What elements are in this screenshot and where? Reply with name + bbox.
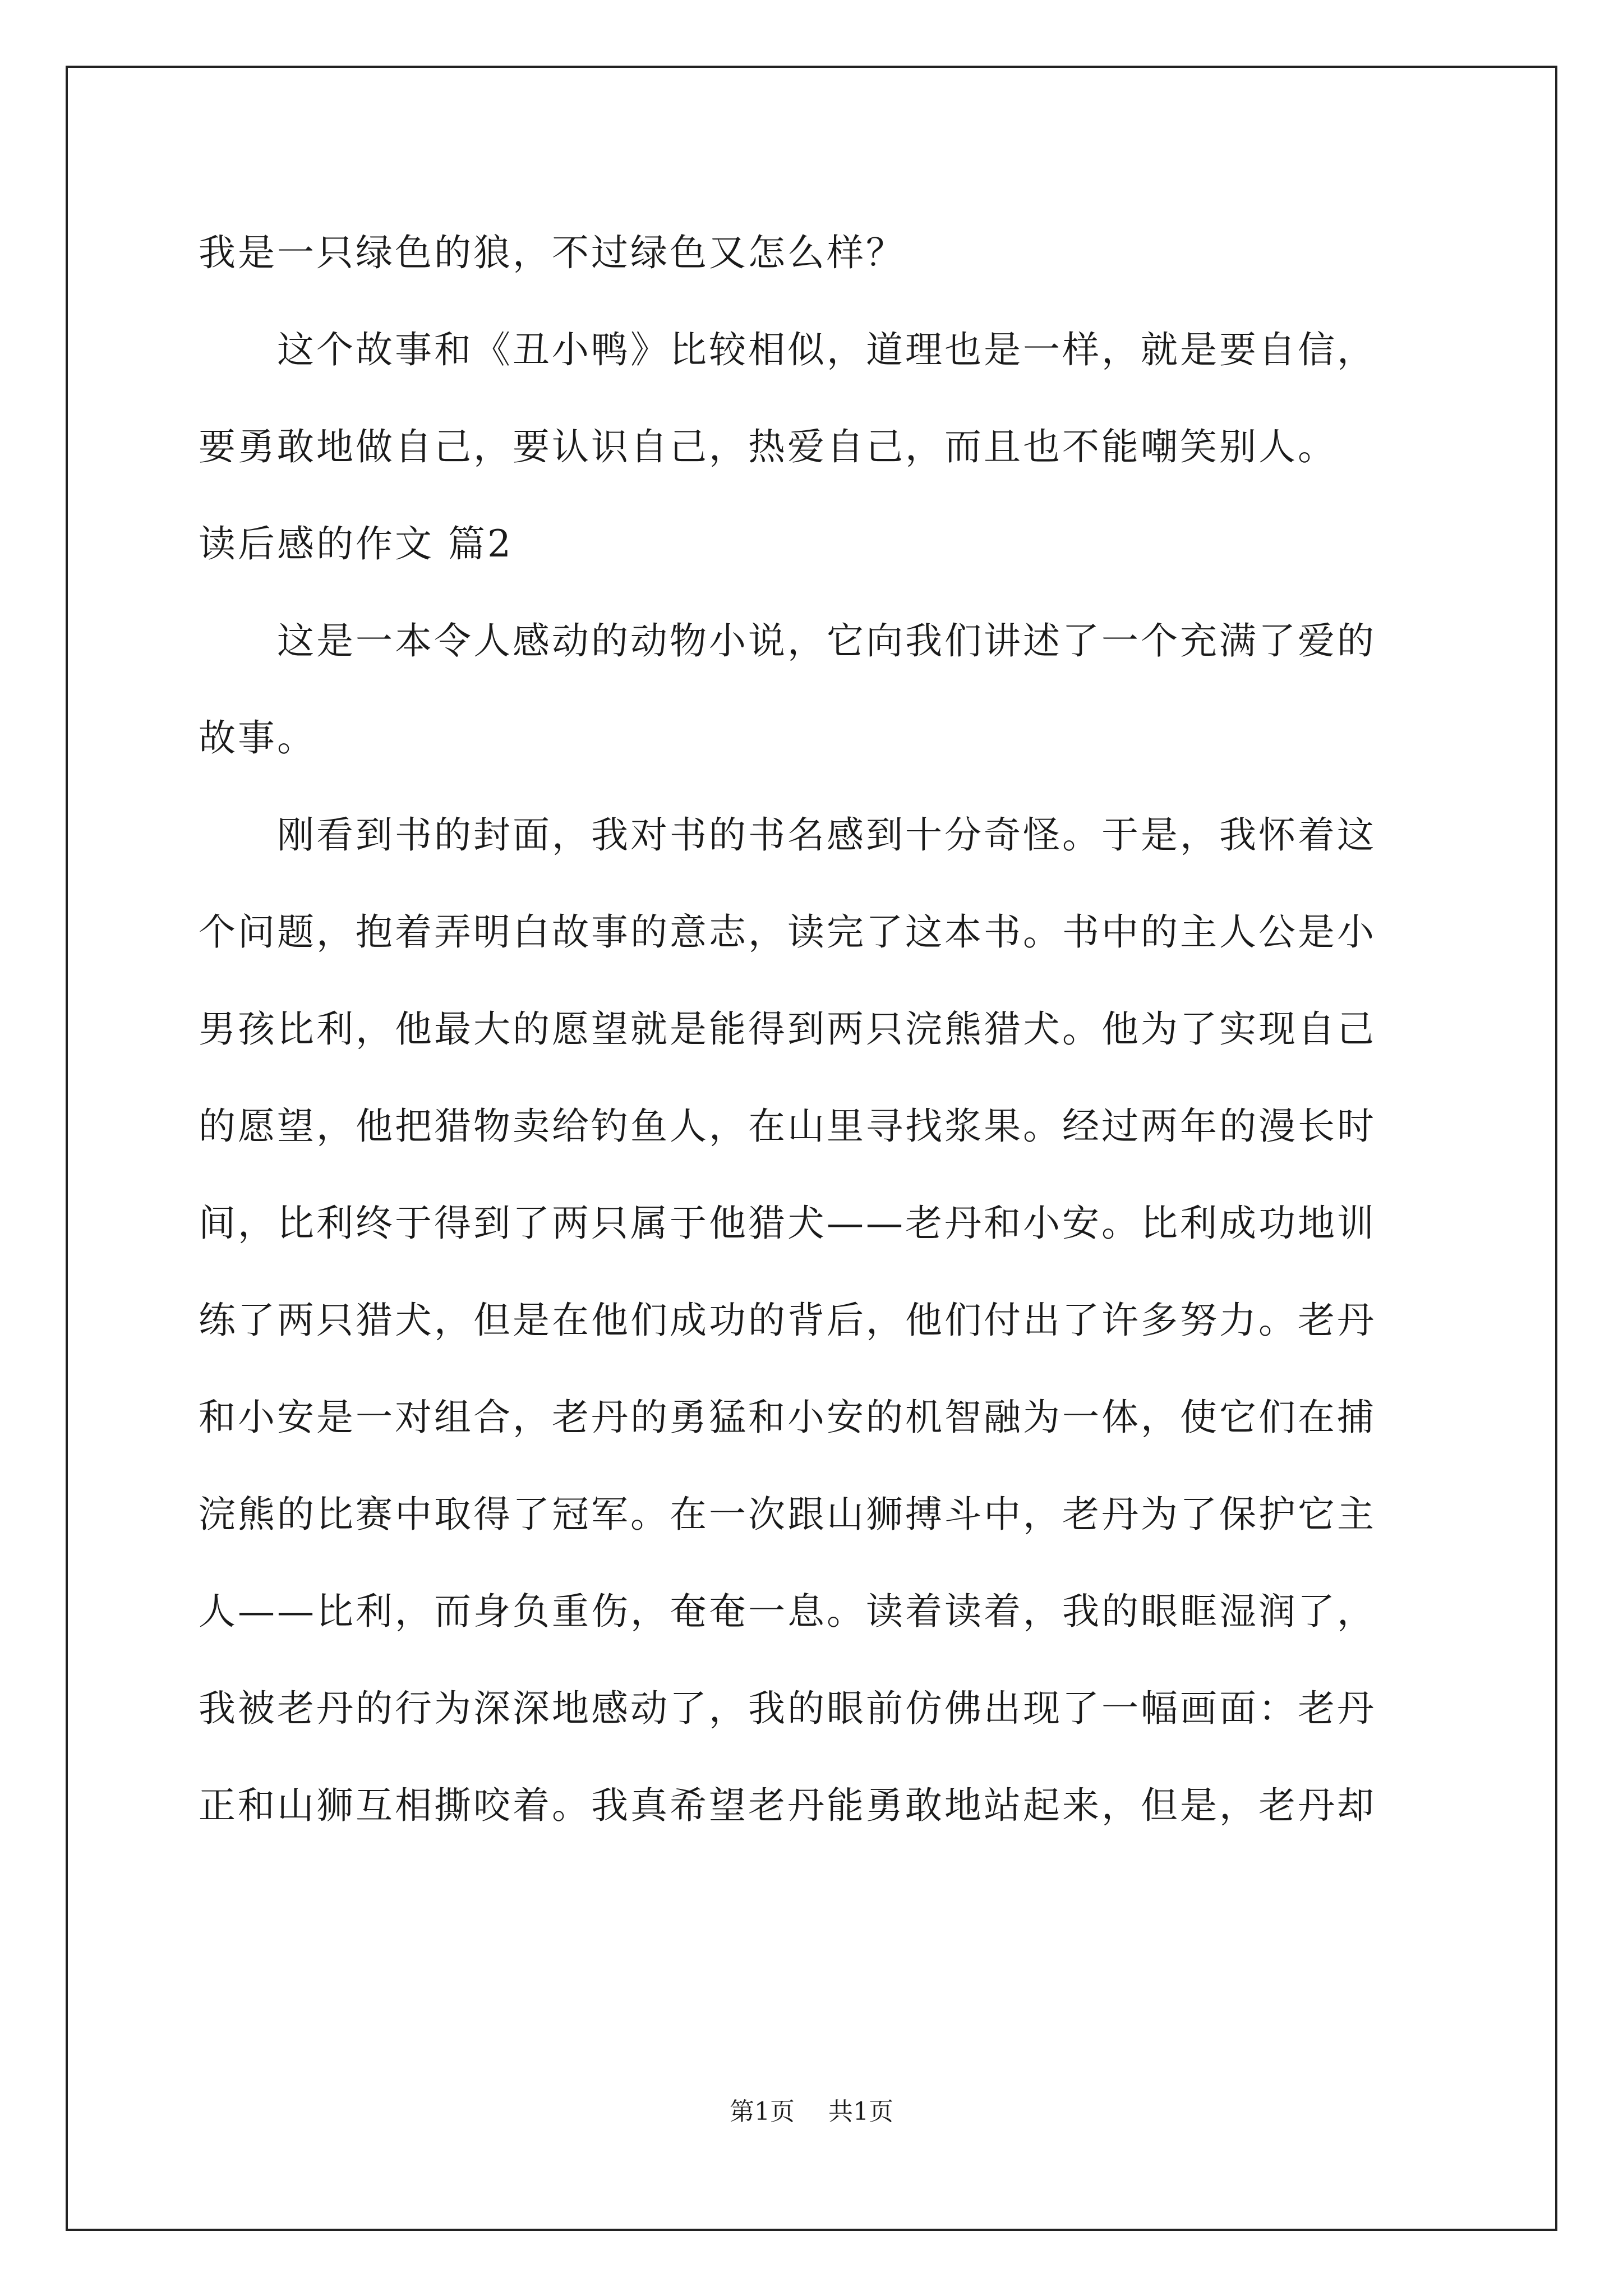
text-line: 正和山狮互相撕咬着。我真希望老丹能勇敢地站起来，但是，老丹却 [199, 1784, 1376, 1827]
text-line: 男孩比利，他最大的愿望就是能得到两只浣熊猎犬。他为了实现自己 [199, 1007, 1376, 1051]
text-line: 的愿望，他把猎物卖给钓鱼人，在山里寻找浆果。经过两年的漫长时 [199, 1105, 1376, 1148]
text-line: 练了两只猎犬，但是在他们成功的背后，他们付出了许多努力。老丹 [199, 1299, 1376, 1342]
text-line: 故事。 [199, 716, 316, 760]
text-line: 和小安是一对组合，老丹的勇猛和小安的机智融为一体，使它们在捕 [199, 1396, 1376, 1439]
page-footer [0, 2095, 1623, 2129]
text-line: 要勇敢地做自己，要认识自己，热爱自己，而且也不能嘲笑别人。 [199, 425, 1337, 468]
section-heading: 读后感的作文 篇2 [199, 522, 513, 565]
text-line: 间，比利终于得到了两只属于他猎犬——老丹和小安。比利成功地训 [199, 1202, 1376, 1245]
text-line: 浣熊的比赛中取得了冠军。在一次跟山狮搏斗中，老丹为了保护它主 [199, 1493, 1376, 1536]
text-line: 刚看到书的封面，我对书的书名感到十分奇怪。于是，我怀着这 [277, 813, 1376, 857]
text-line: 个问题，抱着弄明白故事的意志，读完了这本书。书中的主人公是小 [199, 910, 1376, 954]
text-line: 这是一本令人感动的动物小说，它向我们讲述了一个充满了爱的 [277, 619, 1376, 662]
text-line: 我是一只绿色的狼，不过绿色又怎么样？ [199, 231, 905, 274]
text-line: 人——比利，而身负重伤，奄奄一息。读着读着，我的眼眶湿润了， [199, 1590, 1376, 1633]
page-total: 共1页 [828, 2097, 893, 2126]
document-body [199, 204, 1432, 1854]
text-line: 这个故事和《丑小鸭》比较相似，道理也是一样，就是要自信， [277, 328, 1376, 371]
text-line: 我被老丹的行为深深地感动了，我的眼前仿佛出现了一幅画面：老丹 [199, 1687, 1376, 1730]
page-number: 第1页 [730, 2097, 795, 2126]
